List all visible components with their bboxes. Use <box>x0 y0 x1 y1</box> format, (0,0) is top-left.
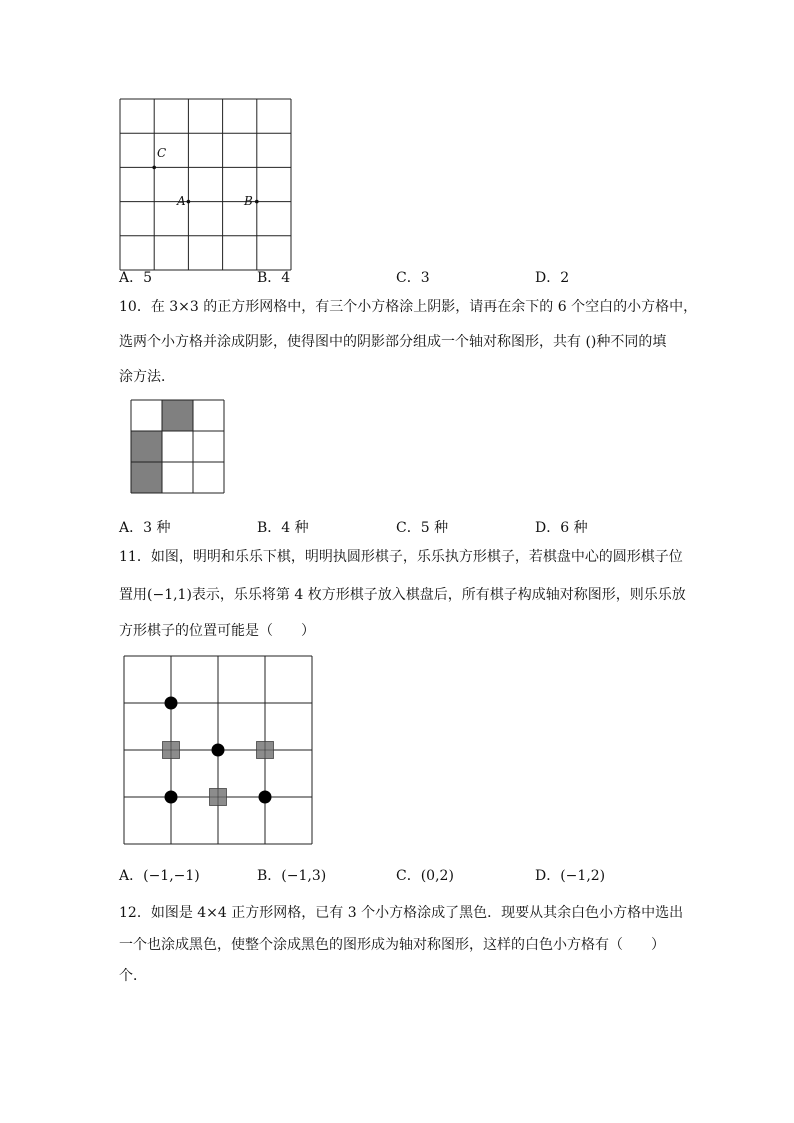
q11-round-piece <box>212 744 225 757</box>
q11-round-piece <box>165 697 178 710</box>
q12-text-line1: 12．如图是 4×4 正方形网格，已有 3 个小方格涂成了黑色．现要从其余白色小方格中选出 <box>119 905 684 921</box>
q11-option-a[interactable]: A．(−1,−1) <box>119 868 200 884</box>
q11-option-b[interactable]: B．(−1,3) <box>257 868 327 884</box>
q9-option-b[interactable]: B．4 <box>257 270 291 286</box>
q11-text-line1: 11．如图，明明和乐乐下棋，明明执圆形棋子，乐乐执方形棋子，若棋盘中心的圆形棋子位 <box>119 549 683 565</box>
q10-option-a[interactable]: A．3 种 <box>119 520 171 536</box>
q9-option-c[interactable]: C．3 <box>396 270 430 286</box>
q10-text-line2: 选两个小方格并涂成阴影，使得图中的阴影部分组成一个轴对称图形，共有 ()种不同的填 <box>119 334 667 350</box>
q10-option-b[interactable]: B．4 种 <box>257 520 309 536</box>
q11-text-line2-post: 表示，乐乐将第 4 枚方形棋子放入棋盘后，所有棋子构成轴对称图形，则乐乐放 <box>191 587 686 603</box>
q11-text-line3: 方形棋子的位置可能是（ ） <box>119 623 315 639</box>
point-c-label: C <box>157 146 167 160</box>
q12-text-line3: 个． <box>119 968 147 984</box>
point-a-label: A <box>177 194 186 208</box>
q10-option-c[interactable]: C．5 种 <box>396 520 449 536</box>
q10-text-line3: 涂方法． <box>119 369 175 385</box>
q11-text-line2-pre: 置用 <box>119 587 147 603</box>
q11-option-c[interactable]: C．(0,2) <box>396 868 454 884</box>
q11-center-coordinate: (−1,1) <box>147 587 192 603</box>
q11-round-piece <box>165 791 178 804</box>
q12-text-line2: 一个也涂成黑色，使整个涂成黑色的图形成为轴对称图形，这样的白色小方格有（ ） <box>119 937 665 953</box>
q11-round-piece <box>259 791 272 804</box>
point-b-label: B <box>244 194 253 208</box>
q9-option-d[interactable]: D．2 <box>535 270 570 286</box>
q11-option-d[interactable]: D．(−1,2) <box>535 868 606 884</box>
q10-option-d[interactable]: D．6 种 <box>535 520 588 536</box>
q9-option-a[interactable]: A．5 <box>119 270 153 286</box>
q10-text-line1: 10．在 3×3 的正方形网格中，有三个小方格涂上阴影，请再在余下的 6 个空白的小方格中， <box>119 299 698 315</box>
